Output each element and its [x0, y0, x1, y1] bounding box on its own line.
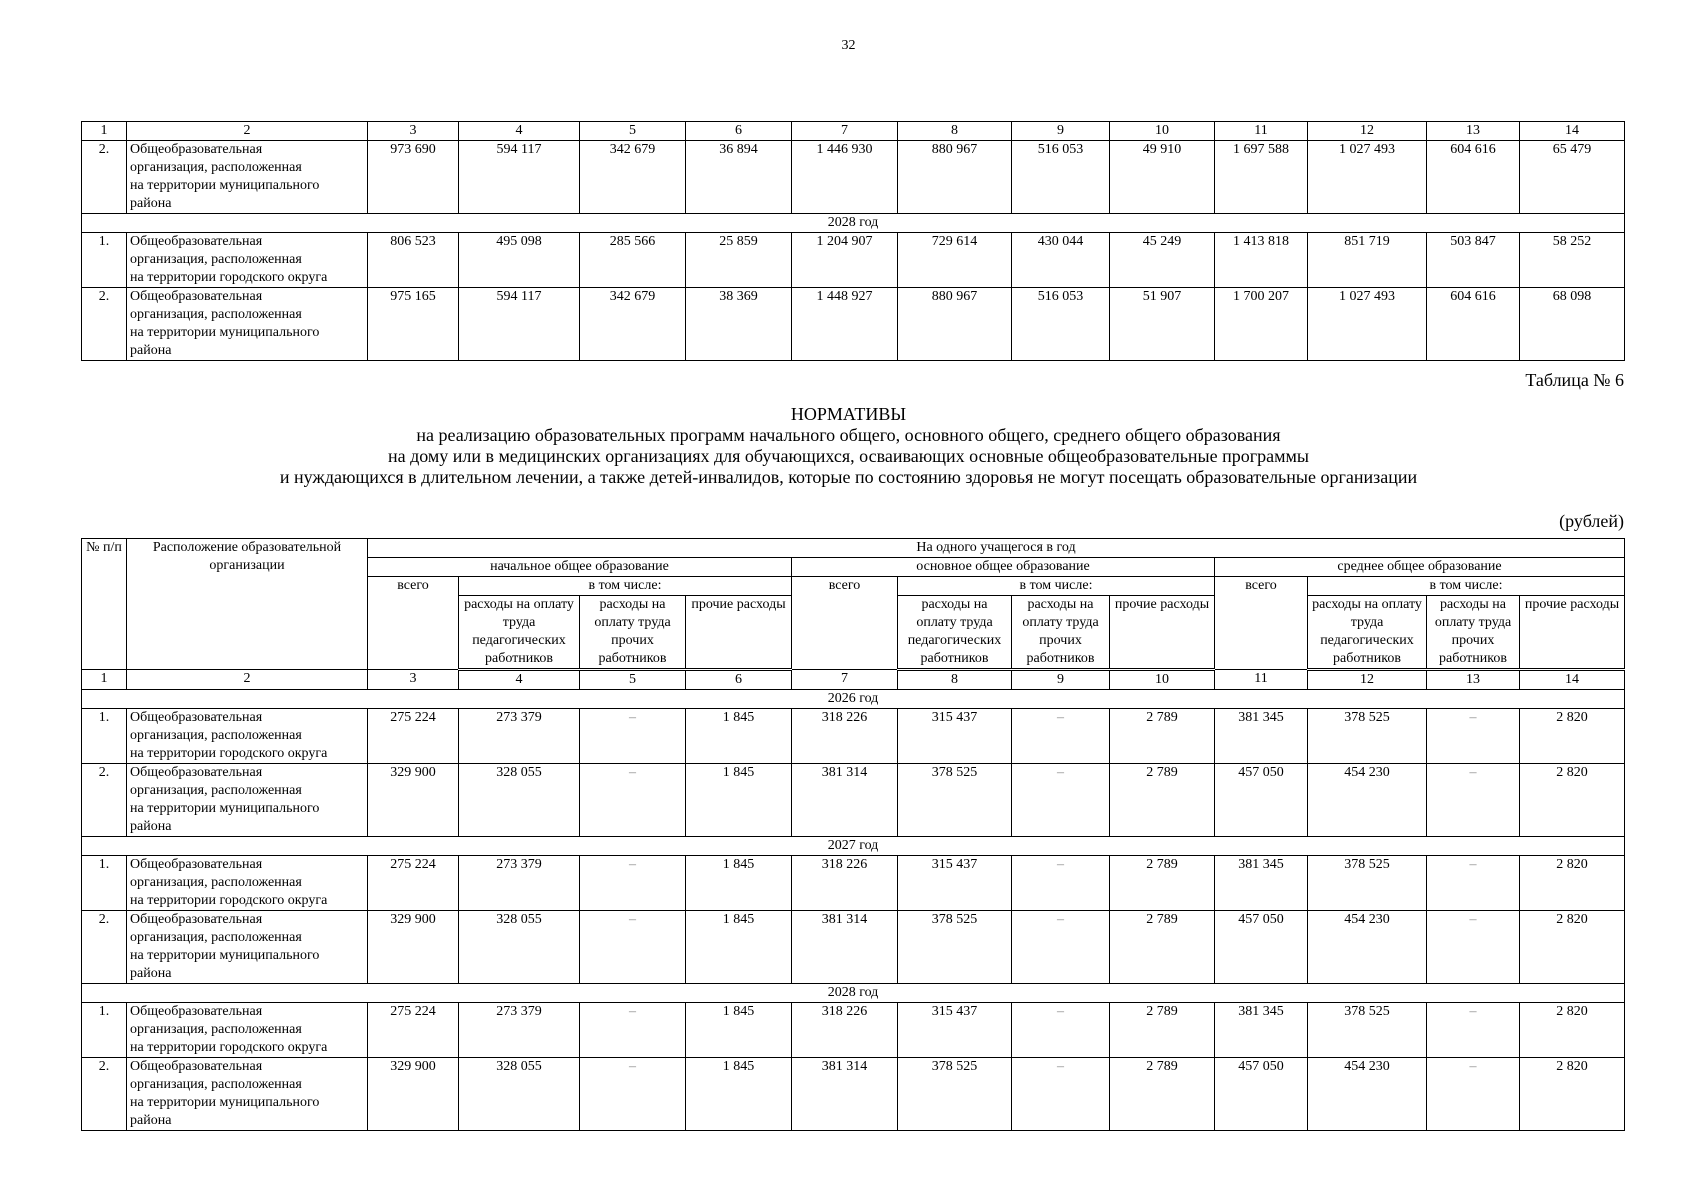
- value-cell: 594 117: [459, 141, 580, 214]
- org-location-line: на территории городского округа: [130, 893, 328, 908]
- value-cell: 2 820: [1520, 709, 1625, 764]
- header-location: Расположение образовательной организации: [127, 539, 368, 670]
- value-cell: 1 413 818: [1215, 233, 1308, 288]
- value-cell: 1 027 493: [1308, 288, 1427, 361]
- value-cell: 457 050: [1215, 911, 1308, 984]
- value-cell: 38 369: [686, 288, 792, 361]
- org-location: [127, 1003, 368, 1058]
- value-cell: –: [1427, 856, 1520, 911]
- column-number: 8: [898, 670, 1012, 690]
- column-numbers-row: [82, 670, 1625, 690]
- org-location-line: на территории муниципального: [130, 325, 320, 340]
- value-cell: 2 789: [1110, 709, 1215, 764]
- value-cell: –: [1012, 856, 1110, 911]
- org-location: [127, 233, 368, 288]
- value-cell: 378 525: [1308, 856, 1427, 911]
- org-location: [127, 1058, 368, 1131]
- header-misc-secondary: прочие расходы: [1520, 596, 1625, 670]
- header-total-secondary: всего: [1215, 577, 1308, 670]
- org-location-line: организация, расположенная: [130, 1022, 302, 1037]
- column-number: 12: [1308, 122, 1427, 141]
- table-row: [82, 1003, 1625, 1058]
- row-number: 2.: [82, 141, 127, 214]
- value-cell: 381 345: [1215, 709, 1308, 764]
- org-location-line: организация, расположенная: [130, 160, 302, 175]
- value-cell: 2 789: [1110, 1003, 1215, 1058]
- value-cell: 1 448 927: [792, 288, 898, 361]
- org-location-line: Общеобразовательная: [130, 765, 263, 780]
- value-cell: 604 616: [1427, 141, 1520, 214]
- value-cell: 328 055: [459, 911, 580, 984]
- value-cell: 315 437: [898, 856, 1012, 911]
- table-row: [82, 709, 1625, 764]
- year-label: 2026 год: [82, 690, 1625, 709]
- title-heading: НОРМАТИВЫ: [790, 404, 907, 424]
- value-cell: 45 249: [1110, 233, 1215, 288]
- org-location-line: района: [130, 819, 172, 834]
- header-num: № п/п: [82, 539, 127, 670]
- row-number: 2.: [82, 1058, 127, 1131]
- org-location-line: организация, расположенная: [130, 252, 302, 267]
- column-number: 8: [898, 122, 1012, 141]
- value-cell: 378 525: [898, 911, 1012, 984]
- value-cell: 275 224: [368, 709, 459, 764]
- column-number: 13: [1427, 122, 1520, 141]
- value-cell: 273 379: [459, 856, 580, 911]
- value-cell: 516 053: [1012, 141, 1110, 214]
- title-line-3: и нуждающихся в длительном лечении, а также детей-инвалидов, которые по состоянию здоровья не могут посещать образовательные организации: [279, 467, 1418, 487]
- table-row: [82, 141, 1625, 214]
- table-row: [82, 1058, 1625, 1131]
- value-cell: –: [1427, 1058, 1520, 1131]
- value-cell: 315 437: [898, 709, 1012, 764]
- value-cell: 49 910: [1110, 141, 1215, 214]
- column-number: 4: [459, 670, 580, 690]
- table-label: Таблица № 6: [1525, 370, 1624, 390]
- value-cell: 516 053: [1012, 288, 1110, 361]
- table-6: [81, 538, 1625, 1131]
- value-cell: –: [580, 1003, 686, 1058]
- value-cell: 275 224: [368, 856, 459, 911]
- org-location-line: Общеобразовательная: [130, 1059, 263, 1074]
- page-number: 32: [841, 38, 856, 53]
- header-secondary: среднее общее образование: [1215, 558, 1625, 577]
- value-cell: 1 027 493: [1308, 141, 1427, 214]
- value-cell: 1 845: [686, 1003, 792, 1058]
- value-cell: 1 845: [686, 709, 792, 764]
- value-cell: 973 690: [368, 141, 459, 214]
- value-cell: –: [580, 764, 686, 837]
- org-location-line: района: [130, 966, 172, 981]
- value-cell: 594 117: [459, 288, 580, 361]
- value-cell: 328 055: [459, 1058, 580, 1131]
- year-label: 2027 год: [82, 837, 1625, 856]
- value-cell: 273 379: [459, 709, 580, 764]
- value-cell: 2 820: [1520, 1058, 1625, 1131]
- column-number: 13: [1427, 670, 1520, 690]
- header-including-secondary: в том числе:: [1308, 577, 1625, 596]
- value-cell: 851 719: [1308, 233, 1427, 288]
- value-cell: 381 345: [1215, 856, 1308, 911]
- value-cell: –: [1427, 1003, 1520, 1058]
- value-cell: 2 789: [1110, 1058, 1215, 1131]
- value-cell: 381 314: [792, 911, 898, 984]
- table-row: [82, 764, 1625, 837]
- column-number: 4: [459, 122, 580, 141]
- value-cell: 880 967: [898, 288, 1012, 361]
- row-number: 1.: [82, 1003, 127, 1058]
- value-cell: 342 679: [580, 288, 686, 361]
- value-cell: 318 226: [792, 1003, 898, 1058]
- value-cell: 378 525: [898, 764, 1012, 837]
- column-number: 9: [1012, 670, 1110, 690]
- header-other-basic: расходы на оплату труда прочих работников: [1012, 596, 1110, 670]
- value-cell: –: [1012, 764, 1110, 837]
- header-per-student: На одного учащегося в год: [368, 539, 1625, 558]
- column-number: 9: [1012, 122, 1110, 141]
- column-number: 11: [1215, 670, 1308, 690]
- org-location-line: организация, расположенная: [130, 930, 302, 945]
- org-location: [127, 288, 368, 361]
- table-row: [82, 911, 1625, 984]
- value-cell: 2 820: [1520, 856, 1625, 911]
- column-number: 3: [368, 122, 459, 141]
- column-number: 6: [686, 122, 792, 141]
- column-numbers-row: [82, 122, 1625, 141]
- column-number: 2: [127, 122, 368, 141]
- table-row: [82, 288, 1625, 361]
- value-cell: 1 845: [686, 764, 792, 837]
- value-cell: 329 900: [368, 1058, 459, 1131]
- value-cell: 975 165: [368, 288, 459, 361]
- value-cell: 1 697 588: [1215, 141, 1308, 214]
- org-location-line: района: [130, 343, 172, 358]
- header-primary: начальное общее образование: [368, 558, 792, 577]
- org-location: [127, 856, 368, 911]
- row-number: 1.: [82, 233, 127, 288]
- header-other-secondary: расходы на оплату труда прочих работников: [1427, 596, 1520, 670]
- value-cell: 495 098: [459, 233, 580, 288]
- value-cell: 275 224: [368, 1003, 459, 1058]
- value-cell: 454 230: [1308, 1058, 1427, 1131]
- column-number: 5: [580, 670, 686, 690]
- year-row: [82, 214, 1625, 233]
- table-row: [82, 856, 1625, 911]
- org-location-line: Общеобразовательная: [130, 234, 263, 249]
- value-cell: 2 789: [1110, 911, 1215, 984]
- value-cell: 381 345: [1215, 1003, 1308, 1058]
- org-location-line: организация, расположенная: [130, 728, 302, 743]
- org-location-line: организация, расположенная: [130, 875, 302, 890]
- org-location: [127, 709, 368, 764]
- header-including-basic: в том числе:: [898, 577, 1215, 596]
- header-ped-secondary: расходы на оплату труда педагогических работников: [1308, 596, 1427, 670]
- value-cell: 880 967: [898, 141, 1012, 214]
- org-location-line: на территории городского округа: [130, 746, 328, 761]
- column-number: 7: [792, 122, 898, 141]
- org-location-line: на территории городского округа: [130, 1040, 328, 1055]
- value-cell: 36 894: [686, 141, 792, 214]
- value-cell: 378 525: [1308, 1003, 1427, 1058]
- header-including-primary: в том числе:: [459, 577, 792, 596]
- column-number: 6: [686, 670, 792, 690]
- org-location-line: на территории муниципального: [130, 178, 320, 193]
- table-continued: [81, 121, 1625, 361]
- year-row: [82, 690, 1625, 709]
- value-cell: 1 845: [686, 1058, 792, 1131]
- value-cell: 315 437: [898, 1003, 1012, 1058]
- row-number: 1.: [82, 856, 127, 911]
- org-location-line: организация, расположенная: [130, 1077, 302, 1092]
- org-location-line: Общеобразовательная: [130, 912, 263, 927]
- value-cell: 604 616: [1427, 288, 1520, 361]
- org-location-line: Общеобразовательная: [130, 857, 263, 872]
- value-cell: –: [1012, 1003, 1110, 1058]
- value-cell: 1 845: [686, 911, 792, 984]
- column-number: 12: [1308, 670, 1427, 690]
- value-cell: –: [580, 709, 686, 764]
- row-number: 2.: [82, 911, 127, 984]
- value-cell: 378 525: [898, 1058, 1012, 1131]
- org-location-line: Общеобразовательная: [130, 710, 263, 725]
- value-cell: 273 379: [459, 1003, 580, 1058]
- header-total-basic: всего: [792, 577, 898, 670]
- value-cell: 25 859: [686, 233, 792, 288]
- header-basic: основное общее образование: [792, 558, 1215, 577]
- value-cell: –: [1012, 1058, 1110, 1131]
- org-location-line: на территории муниципального: [130, 801, 320, 816]
- org-location: [127, 764, 368, 837]
- value-cell: –: [580, 1058, 686, 1131]
- value-cell: –: [1012, 911, 1110, 984]
- value-cell: 503 847: [1427, 233, 1520, 288]
- table-row: [82, 233, 1625, 288]
- value-cell: 68 098: [1520, 288, 1625, 361]
- org-location-line: на территории муниципального: [130, 948, 320, 963]
- column-number: 3: [368, 670, 459, 690]
- value-cell: –: [1427, 911, 1520, 984]
- value-cell: 65 479: [1520, 141, 1625, 214]
- row-number: 2.: [82, 764, 127, 837]
- value-cell: 457 050: [1215, 764, 1308, 837]
- header-misc-primary: прочие расходы: [686, 596, 792, 670]
- value-cell: 328 055: [459, 764, 580, 837]
- column-number: 5: [580, 122, 686, 141]
- year-row: [82, 837, 1625, 856]
- value-cell: –: [580, 911, 686, 984]
- year-label: 2028 год: [82, 214, 1625, 233]
- column-number: 7: [792, 670, 898, 690]
- org-location-line: района: [130, 1113, 172, 1128]
- value-cell: 329 900: [368, 764, 459, 837]
- value-cell: –: [1427, 709, 1520, 764]
- header-ped-basic: расходы на оплату труда педагогических работников: [898, 596, 1012, 670]
- column-number: 1: [82, 122, 127, 141]
- org-location-line: Общеобразовательная: [130, 289, 263, 304]
- org-location-line: на территории городского округа: [130, 270, 328, 285]
- value-cell: 285 566: [580, 233, 686, 288]
- value-cell: 329 900: [368, 911, 459, 984]
- column-number: 2: [127, 670, 368, 690]
- value-cell: 1 700 207: [1215, 288, 1308, 361]
- value-cell: –: [580, 856, 686, 911]
- org-location-line: организация, расположенная: [130, 307, 302, 322]
- unit-label: (рублей): [1559, 511, 1624, 531]
- value-cell: 51 907: [1110, 288, 1215, 361]
- value-cell: 2 820: [1520, 911, 1625, 984]
- value-cell: 381 314: [792, 764, 898, 837]
- header-other-primary: расходы на оплату труда прочих работников: [580, 596, 686, 670]
- value-cell: –: [1012, 709, 1110, 764]
- value-cell: 342 679: [580, 141, 686, 214]
- value-cell: 457 050: [1215, 1058, 1308, 1131]
- value-cell: 2 820: [1520, 764, 1625, 837]
- org-location-line: Общеобразовательная: [130, 1004, 263, 1019]
- value-cell: 2 789: [1110, 764, 1215, 837]
- row-number: 2.: [82, 288, 127, 361]
- value-cell: 729 614: [898, 233, 1012, 288]
- row-number: 1.: [82, 709, 127, 764]
- org-location-line: Общеобразовательная: [130, 142, 263, 157]
- column-number: 1: [82, 670, 127, 690]
- value-cell: 378 525: [1308, 709, 1427, 764]
- value-cell: 58 252: [1520, 233, 1625, 288]
- value-cell: 2 820: [1520, 1003, 1625, 1058]
- value-cell: 454 230: [1308, 764, 1427, 837]
- value-cell: 381 314: [792, 1058, 898, 1131]
- column-number: 11: [1215, 122, 1308, 141]
- year-label: 2028 год: [82, 984, 1625, 1003]
- column-number: 14: [1520, 670, 1625, 690]
- header-misc-basic: прочие расходы: [1110, 596, 1215, 670]
- value-cell: 454 230: [1308, 911, 1427, 984]
- value-cell: 1 845: [686, 856, 792, 911]
- value-cell: –: [1427, 764, 1520, 837]
- document-title: [0, 404, 1697, 488]
- value-cell: 318 226: [792, 856, 898, 911]
- title-line-1: на реализацию образовательных программ начального общего, основного общего, среднего общего образования: [416, 425, 1281, 445]
- value-cell: 1 446 930: [792, 141, 898, 214]
- value-cell: 2 789: [1110, 856, 1215, 911]
- title-line-2: на дому или в медицинских организациях для обучающихся, осваивающих основные общеобразовательные программы: [387, 446, 1310, 466]
- org-location-line: организация, расположенная: [130, 783, 302, 798]
- year-row: [82, 984, 1625, 1003]
- header-total-primary: всего: [368, 577, 459, 670]
- org-location: [127, 911, 368, 984]
- value-cell: 318 226: [792, 709, 898, 764]
- org-location-line: на территории муниципального: [130, 1095, 320, 1110]
- column-number: 10: [1110, 122, 1215, 141]
- org-location-line: района: [130, 196, 172, 211]
- column-number: 10: [1110, 670, 1215, 690]
- header-ped-primary: расходы на оплату труда педагогических работников: [459, 596, 580, 670]
- value-cell: 806 523: [368, 233, 459, 288]
- org-location: [127, 141, 368, 214]
- column-number: 14: [1520, 122, 1625, 141]
- value-cell: 1 204 907: [792, 233, 898, 288]
- value-cell: 430 044: [1012, 233, 1110, 288]
